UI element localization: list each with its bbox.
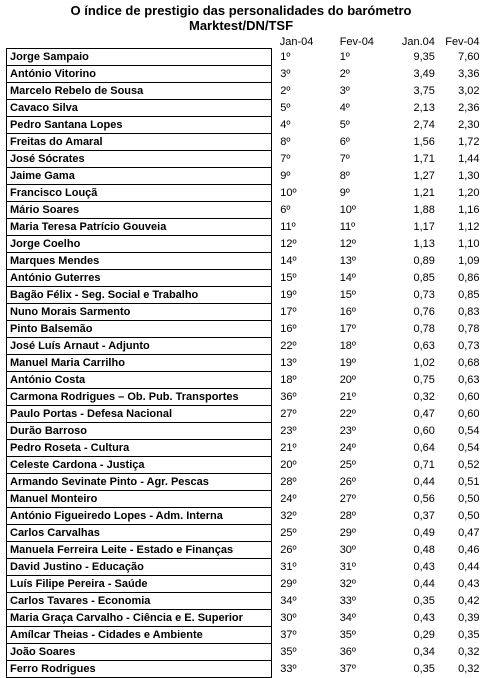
table-row <box>7 389 482 406</box>
cell-index-jan: 0,89 <box>413 254 435 267</box>
ranking-table <box>6 36 482 678</box>
table-row <box>7 270 482 287</box>
cell-rank-jan: 31º <box>280 560 297 573</box>
cell-rank-fev: 31º <box>339 560 356 573</box>
table-row <box>7 321 482 338</box>
cell-name: Marques Mendes <box>7 253 272 270</box>
cell-rank-jan: 8º <box>280 135 291 148</box>
cell-rank-jan: 24º <box>280 492 297 505</box>
cell-rank-fev: 15º <box>339 288 356 301</box>
table-row <box>7 406 482 423</box>
cell-name: Celeste Cardona - Justiça <box>7 457 272 474</box>
table-row <box>7 49 482 66</box>
cell-rank-jan: 30º <box>280 611 297 624</box>
cell-rank-jan: 36º <box>280 390 297 403</box>
cell-rank-fev: 29º <box>339 526 356 539</box>
table-row <box>7 372 482 389</box>
cell-name: Luís Filipe Pereira - Saúde <box>7 576 272 593</box>
cell-index-jan: 3,75 <box>413 84 435 97</box>
cell-rank-fev: 23º <box>339 424 356 437</box>
cell-name: António Guterres <box>7 270 272 287</box>
header-col-rank-jan: Jan-04 <box>279 36 314 49</box>
cell-rank-fev: 22º <box>339 407 356 420</box>
cell-index-fev: 0,78 <box>458 322 480 335</box>
cell-name: Paulo Portas - Defesa Nacional <box>7 406 272 423</box>
cell-rank-jan: 35º <box>280 645 297 658</box>
table-row <box>7 287 482 304</box>
cell-rank-fev: 11º <box>339 220 356 233</box>
cell-rank-fev: 1º <box>339 50 350 63</box>
cell-rank-jan: 20º <box>280 458 297 471</box>
table-row <box>7 151 482 168</box>
cell-index-jan: 3,49 <box>413 67 435 80</box>
cell-rank-jan: 34º <box>280 594 297 607</box>
cell-rank-fev: 10º <box>339 203 356 216</box>
cell-index-fev: 0,50 <box>458 509 480 522</box>
cell-index-fev: 0,86 <box>458 271 480 284</box>
cell-rank-jan: 11º <box>280 220 296 233</box>
cell-index-fev: 0,73 <box>458 339 480 352</box>
cell-index-jan: 0,29 <box>413 628 435 641</box>
table-row <box>7 644 482 661</box>
cell-name: António Costa <box>7 372 272 389</box>
cell-index-jan: 0,73 <box>413 288 435 301</box>
cell-index-jan: 1,21 <box>413 186 435 199</box>
cell-rank-fev: 26º <box>339 475 356 488</box>
cell-index-fev: 2,36 <box>458 101 480 114</box>
cell-index-fev: 0,60 <box>458 390 480 403</box>
cell-rank-jan: 17º <box>280 305 297 318</box>
cell-rank-jan: 3º <box>280 67 291 80</box>
cell-rank-fev: 30º <box>339 543 356 556</box>
table-row <box>7 338 482 355</box>
cell-rank-jan: 7º <box>280 152 291 165</box>
cell-index-jan: 9,35 <box>413 50 435 63</box>
cell-index-fev: 0,52 <box>458 458 480 471</box>
cell-index-fev: 1,72 <box>458 135 480 148</box>
cell-rank-fev: 20º <box>339 373 356 386</box>
table-row <box>7 355 482 372</box>
cell-rank-fev: 25º <box>339 458 356 471</box>
cell-name: João Soares <box>7 644 272 661</box>
table-row <box>7 474 482 491</box>
cell-rank-fev: 12º <box>339 237 356 250</box>
cell-rank-fev: 2º <box>339 67 350 80</box>
cell-index-jan: 1,17 <box>413 220 435 233</box>
cell-index-fev: 1,09 <box>458 254 480 267</box>
table-row <box>7 304 482 321</box>
cell-rank-fev: 21º <box>339 390 356 403</box>
cell-index-jan: 1,88 <box>413 203 435 216</box>
cell-index-fev: 1,44 <box>458 152 480 165</box>
cell-index-jan: 0,34 <box>413 645 435 658</box>
cell-index-fev: 0,83 <box>458 305 480 318</box>
cell-rank-jan: 29º <box>280 577 297 590</box>
cell-name: Maria Graça Carvalho - Ciência e E. Superior <box>7 610 272 627</box>
cell-rank-jan: 16º <box>280 322 297 335</box>
cell-name: Carlos Tavares - Economia <box>7 593 272 610</box>
cell-rank-fev: 8º <box>339 169 350 182</box>
cell-name: António Vitorino <box>7 66 272 83</box>
cell-index-jan: 0,63 <box>413 339 435 352</box>
cell-rank-fev: 37º <box>339 662 356 675</box>
table-row <box>7 491 482 508</box>
cell-rank-fev: 5º <box>339 118 350 131</box>
cell-rank-fev: 32º <box>339 577 356 590</box>
cell-index-jan: 1,02 <box>413 356 435 369</box>
cell-rank-fev: 35º <box>339 628 356 641</box>
table-row <box>7 440 482 457</box>
cell-index-jan: 2,13 <box>413 101 435 114</box>
cell-name: Carlos Carvalhas <box>7 525 272 542</box>
cell-rank-jan: 15º <box>280 271 297 284</box>
cell-rank-jan: 9º <box>280 169 291 182</box>
cell-name: José Luís Arnaut - Adjunto <box>7 338 272 355</box>
cell-name: Jaime Gama <box>7 168 272 185</box>
cell-index-fev: 0,43 <box>458 577 480 590</box>
table-row <box>7 168 482 185</box>
table-body <box>7 49 482 678</box>
cell-name: Jorge Sampaio <box>7 49 272 66</box>
cell-name: Nuno Morais Sarmento <box>7 304 272 321</box>
table-row <box>7 236 482 253</box>
cell-index-fev: 0,39 <box>458 611 480 624</box>
cell-rank-jan: 27º <box>280 407 297 420</box>
cell-name: Jorge Coelho <box>7 236 272 253</box>
cell-name: Carmona Rodrigues – Ob. Pub. Transportes <box>7 389 272 406</box>
table-row <box>7 559 482 576</box>
cell-index-fev: 7,60 <box>458 50 480 63</box>
cell-name: Cavaco Silva <box>7 100 272 117</box>
cell-rank-jan: 21º <box>280 441 297 454</box>
cell-rank-jan: 33º <box>280 662 297 675</box>
cell-index-fev: 0,35 <box>458 628 480 641</box>
cell-rank-jan: 13º <box>280 356 297 369</box>
cell-index-jan: 1,13 <box>413 237 435 250</box>
header-col-index-fev: Fev-04 <box>445 36 480 49</box>
cell-rank-fev: 16º <box>339 305 356 318</box>
header-row <box>7 36 482 49</box>
cell-rank-jan: 14º <box>280 254 297 267</box>
cell-rank-jan: 26º <box>280 543 297 556</box>
cell-name: Manuela Ferreira Leite - Estado e Finanças <box>7 542 272 559</box>
cell-index-fev: 0,46 <box>458 543 480 556</box>
table-row <box>7 219 482 236</box>
header-name <box>7 36 272 49</box>
cell-rank-jan: 12º <box>280 237 297 250</box>
page-title <box>0 3 482 33</box>
cell-index-fev: 0,47 <box>458 526 480 539</box>
cell-rank-jan: 6º <box>280 203 291 216</box>
cell-rank-jan: 32º <box>280 509 297 522</box>
cell-index-fev: 0,50 <box>458 492 480 505</box>
cell-rank-jan: 10º <box>280 186 297 199</box>
table-row <box>7 508 482 525</box>
cell-index-fev: 0,44 <box>458 560 480 573</box>
header-col-index-jan: Jan.04 <box>401 36 435 49</box>
cell-index-fev: 1,12 <box>458 220 480 233</box>
header-col-rank-fev: Fev-04 <box>339 36 374 49</box>
cell-index-jan: 1,71 <box>413 152 435 165</box>
cell-index-jan: 0,43 <box>413 560 435 573</box>
cell-index-fev: 2,30 <box>458 118 480 131</box>
cell-index-fev: 3,02 <box>458 84 480 97</box>
cell-name: Pinto Balsemão <box>7 321 272 338</box>
cell-rank-fev: 14º <box>339 271 356 284</box>
cell-name: Manuel Monteiro <box>7 491 272 508</box>
cell-index-fev: 0,68 <box>458 356 480 369</box>
cell-index-jan: 0,76 <box>413 305 435 318</box>
table-row <box>7 661 482 678</box>
cell-index-fev: 0,85 <box>458 288 480 301</box>
table-row <box>7 100 482 117</box>
cell-rank-jan: 28º <box>280 475 297 488</box>
cell-index-jan: 0,56 <box>413 492 435 505</box>
cell-index-jan: 0,35 <box>413 662 435 675</box>
cell-rank-jan: 4º <box>280 118 291 131</box>
cell-index-jan: 0,60 <box>413 424 435 437</box>
cell-name: Armando Sevinate Pinto - Agr. Pescas <box>7 474 272 491</box>
cell-index-fev: 1,20 <box>458 186 480 199</box>
cell-name: Maria Teresa Patrício Gouveia <box>7 219 272 236</box>
cell-index-jan: 0,44 <box>413 475 435 488</box>
cell-rank-fev: 6º <box>339 135 350 148</box>
table-row <box>7 83 482 100</box>
cell-rank-jan: 22º <box>280 339 297 352</box>
cell-rank-fev: 24º <box>339 441 356 454</box>
table-row <box>7 457 482 474</box>
cell-index-jan: 0,85 <box>413 271 435 284</box>
cell-rank-fev: 33º <box>339 594 356 607</box>
table-row <box>7 576 482 593</box>
cell-index-fev: 0,54 <box>458 424 480 437</box>
cell-rank-jan: 19º <box>280 288 297 301</box>
cell-index-fev: 1,10 <box>458 237 480 250</box>
cell-name: José Sócrates <box>7 151 272 168</box>
table-row <box>7 610 482 627</box>
cell-index-fev: 0,54 <box>458 441 480 454</box>
cell-rank-fev: 19º <box>339 356 356 369</box>
cell-index-jan: 0,75 <box>413 373 435 386</box>
cell-index-jan: 2,74 <box>413 118 435 131</box>
cell-index-fev: 1,16 <box>458 203 480 216</box>
cell-rank-fev: 17º <box>339 322 356 335</box>
cell-index-fev: 3,36 <box>458 67 480 80</box>
cell-name: Bagão Félix - Seg. Social e Trabalho <box>7 287 272 304</box>
table-row <box>7 627 482 644</box>
table-row <box>7 66 482 83</box>
table-row <box>7 253 482 270</box>
cell-index-jan: 0,44 <box>413 577 435 590</box>
cell-rank-fev: 36º <box>339 645 356 658</box>
cell-index-jan: 0,43 <box>413 611 435 624</box>
cell-name: Freitas do Amaral <box>7 134 272 151</box>
title-line-1: O índice de prestigio das personalidades do barómetro <box>70 3 412 18</box>
cell-rank-fev: 7º <box>339 152 350 165</box>
cell-rank-fev: 9º <box>339 186 350 199</box>
cell-name: Amílcar Theias - Cidades e Ambiente <box>7 627 272 644</box>
cell-name: Ferro Rodrigues <box>7 661 272 678</box>
cell-rank-jan: 18º <box>280 373 297 386</box>
table-row <box>7 593 482 610</box>
cell-index-jan: 0,47 <box>413 407 435 420</box>
cell-index-fev: 0,60 <box>458 407 480 420</box>
table-row <box>7 202 482 219</box>
cell-rank-jan: 37º <box>280 628 297 641</box>
cell-index-fev: 0,63 <box>458 373 480 386</box>
table-row <box>7 542 482 559</box>
cell-index-jan: 0,48 <box>413 543 435 556</box>
cell-index-jan: 0,78 <box>413 322 435 335</box>
cell-name: David Justino - Educação <box>7 559 272 576</box>
cell-rank-jan: 5º <box>280 101 291 114</box>
cell-rank-fev: 3º <box>339 84 350 97</box>
cell-index-jan: 0,71 <box>413 458 435 471</box>
cell-rank-fev: 13º <box>339 254 356 267</box>
cell-index-jan: 0,49 <box>413 526 435 539</box>
cell-name: Pedro Santana Lopes <box>7 117 272 134</box>
cell-name: António Figueiredo Lopes - Adm. Interna <box>7 508 272 525</box>
cell-rank-fev: 34º <box>339 611 356 624</box>
cell-rank-jan: 1º <box>280 50 291 63</box>
cell-name: Mário Soares <box>7 202 272 219</box>
cell-index-fev: 1,30 <box>458 169 480 182</box>
cell-index-jan: 1,56 <box>413 135 435 148</box>
cell-name: Manuel Maria Carrilho <box>7 355 272 372</box>
table-row <box>7 117 482 134</box>
cell-name: Pedro Roseta - Cultura <box>7 440 272 457</box>
cell-index-jan: 0,32 <box>413 390 435 403</box>
cell-index-jan: 0,35 <box>413 594 435 607</box>
cell-rank-fev: 18º <box>339 339 356 352</box>
cell-rank-fev: 4º <box>339 101 350 114</box>
cell-index-jan: 1,27 <box>413 169 435 182</box>
cell-rank-fev: 28º <box>339 509 356 522</box>
cell-name: Marcelo Rebelo de Sousa <box>7 83 272 100</box>
cell-index-jan: 0,64 <box>413 441 435 454</box>
cell-index-fev: 0,51 <box>458 475 480 488</box>
cell-name: Durão Barroso <box>7 423 272 440</box>
cell-index-fev: 0,32 <box>458 645 480 658</box>
table-row <box>7 185 482 202</box>
cell-index-fev: 0,32 <box>458 662 480 675</box>
cell-rank-fev: 27º <box>339 492 356 505</box>
cell-name: Francisco Louçã <box>7 185 272 202</box>
table-row <box>7 134 482 151</box>
title-line-2: Marktest/DN/TSF <box>188 18 294 33</box>
cell-index-jan: 0,37 <box>413 509 435 522</box>
cell-rank-jan: 2º <box>280 84 291 97</box>
table-row <box>7 423 482 440</box>
cell-rank-jan: 23º <box>280 424 297 437</box>
table-row <box>7 525 482 542</box>
cell-rank-jan: 25º <box>280 526 297 539</box>
cell-index-fev: 0,42 <box>458 594 480 607</box>
